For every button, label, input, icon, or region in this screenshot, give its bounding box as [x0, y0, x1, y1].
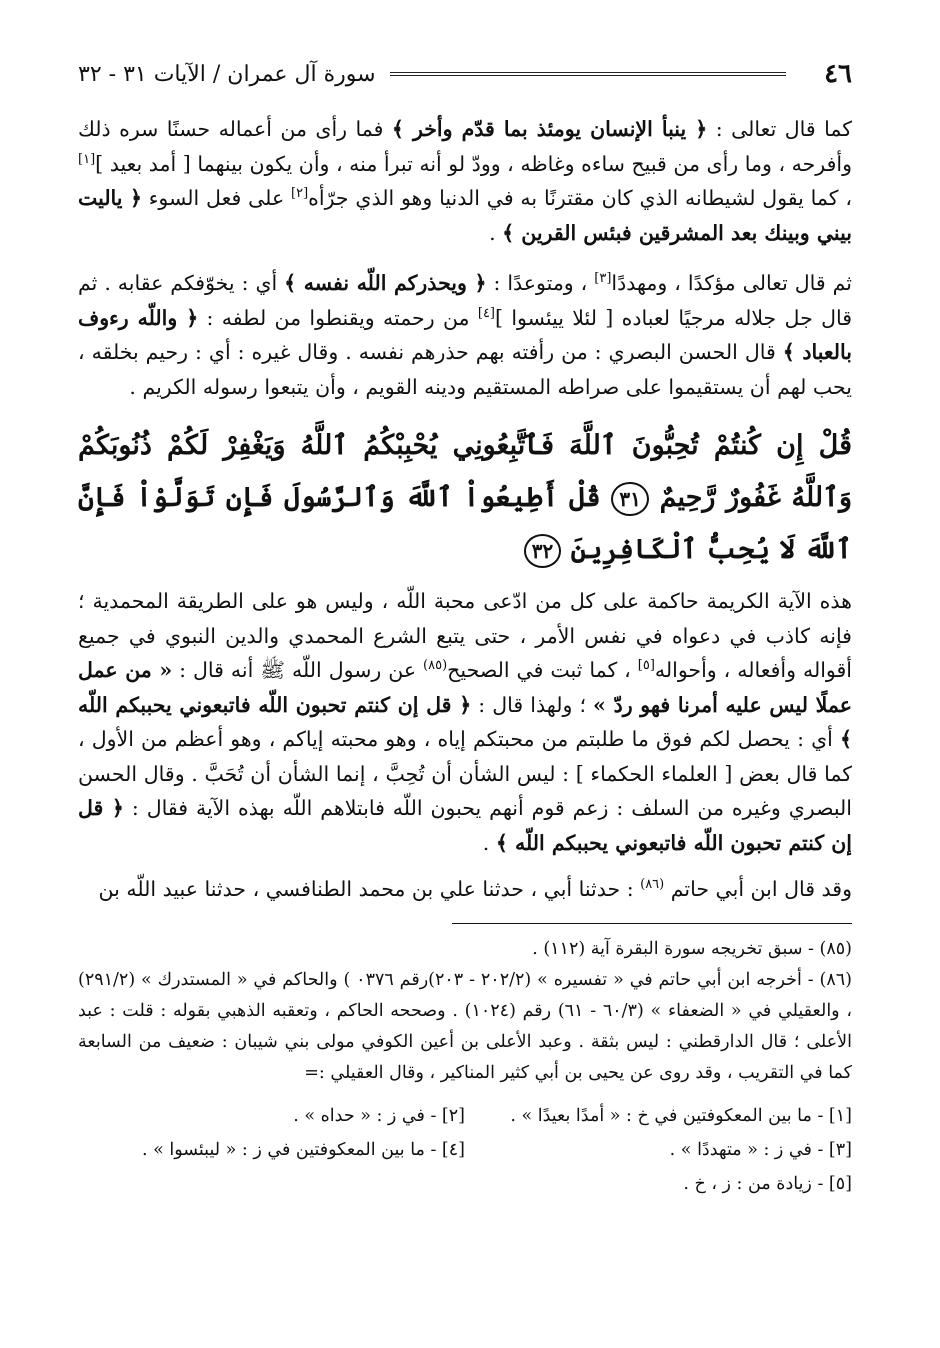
note-ref: [١] — [78, 151, 96, 167]
text: وقد قال ابن أبي حاتم — [664, 877, 852, 901]
quran-quote: ﴿ ينبأ الإنسان يومئذ بما قدّم وأخر ﴾ — [391, 117, 708, 141]
notes-row — [78, 1133, 852, 1167]
text: كما قال تعالى : — [707, 117, 852, 141]
text: فما رأى من أعماله حسنًا سره ذلك وأفرحه ، وما رأى من قبيح ساءه وغاظه ، وودّ لو أنه تبرأ منه ، وأن يكون بينهما [ أمد بعيد ] — [78, 117, 852, 176]
note-3: [٣] - في ز : « متهددًا » . — [669, 1139, 852, 1160]
quran-quote: ﴿ قل إن كنتم تحبون اللّه فاتبعوني يحببكم اللّه ﴾ — [78, 796, 852, 855]
note-1: [١] - ما بين المعكوفتين في خ : « أمدًا بعيدًا » . — [510, 1105, 852, 1126]
editor-notes — [78, 1099, 852, 1201]
text: على فعل السوء — [141, 186, 292, 210]
quran-quote: ﴿ واللّه رءوف بالعباد ﴾ — [78, 305, 852, 364]
paragraph-3 — [78, 584, 852, 860]
quran-quote: ﴿ ياليت بيني وبينك بعد المشرقين فبئس القرين ﴾ — [78, 186, 852, 245]
ayah-number-marker: ٣١ — [611, 482, 648, 516]
paragraph-2 — [78, 266, 852, 404]
footnote-ref: (٨٥) — [423, 658, 448, 674]
text: ثم قال تعالى مؤكدًا ، ومهددًا — [611, 271, 853, 295]
verse-31-text: قُلْ إِن كُنتُمْ تُحِبُّونَ ٱللَّهَ فَٱتَّبِعُونِي يُحْبِبْكُمُ ٱللَّهُ وَيَغْفِرْ لَكُمْ ذُنُوبَكُمْ وَٱللَّهُ غَفُورٌ رَّحِيمٌ — [78, 430, 853, 513]
text: أي : يخوّفكم عقابه . ثم قال جل جلاله مرجيًا لعباده [ لئلا ييئسوا ] — [78, 271, 853, 330]
text: ؛ ولهذا قال : — [471, 692, 594, 717]
footnote-ref: (٨٦) — [640, 877, 665, 893]
note-ref: [٤] — [477, 305, 495, 321]
note-ref: [٥] — [637, 658, 655, 674]
note-5: [٥] - زيادة من : ز ، خ . — [683, 1173, 852, 1194]
ayah-number-marker: ٣٢ — [524, 534, 561, 568]
note-2: [٢] - في ز : « حداه » . — [293, 1105, 465, 1126]
page-header — [78, 52, 852, 96]
notes-row — [78, 1099, 852, 1133]
note-ref: [٣] — [594, 271, 612, 287]
text: عن رسول اللّه ﷺ أنه قال : — [172, 658, 424, 682]
paragraph-4 — [78, 872, 852, 907]
text: قال الحسن البصري : من رأفته بهم حذرهم نفسه . وقال غيره : أي : رحيم بخلقه ، يحب لهم أن يستقيموا على صراطه المستقيم ودينه القويم ، وأن يتبعوا رسوله الكريم . — [78, 340, 852, 399]
notes-row — [78, 1167, 852, 1201]
text: ، ومتوعدًا : — [486, 271, 595, 295]
text: ، كما ثبت في الصحيح — [447, 658, 638, 682]
text: : حدثنا أبي ، حدثنا علي بن محمد الطنافسي ، حدثنا عبيد اللّه بن — [98, 877, 641, 901]
quran-quote: ﴿ ويحذركم اللّه نفسه ﴾ — [284, 271, 487, 295]
footnote-86: (٨٦) - أخرجه ابن أبي حاتم في « تفسيره » (٢٠٢/٢ - ٢٠٣)رقم ٠٣٧٦ ) والحاكم في « المستدرك » (٢٩١/٢) ، والعقيلي في « الضعفاء » (٦٠/٣ - ٦١) رقم (١٠٢٤) . وصححه الحاكم ، وتعقبه الذهبي بقوله : قلت : عبد الأعلى ؛ قال الدارقطني : ليس بثقة . وعبد الأعلى بن أعين الكوفي مولى بني شيبان : ضعيف من السابعة كما في التقريب ، وقد روى عن يحيى بن أبي كثير المناكير ، وقال العقيلي := — [78, 969, 853, 1083]
notes-empty — [78, 1167, 465, 1201]
text: من رحمته ويقنطوا من لطفه : — [198, 305, 478, 330]
quran-quote: ﴿ قل إن كنتم تحبون اللّه فاتبعوني يحببكم اللّه ﴾ — [78, 692, 852, 751]
text: ، كما يقول لشيطانه الذي كان مقترنًا به في الدنيا وهو الذي جرّأه — [308, 186, 852, 210]
text: . — [482, 830, 496, 855]
verse-32-text: قُلْ أَطِيعُواْ ٱللَّهَ وَٱلرَّسُولَ فَإِن تَوَلَّوْاْ فَإِنَّ ٱللَّهَ لَا يُحِبُّ ٱلْكَافِرِينَ — [78, 482, 852, 565]
note-ref: [٢] — [291, 186, 309, 202]
footnote-divider — [452, 923, 852, 924]
text: هذه الآية الكريمة حاكمة على كل من ادّعى محبة اللّه ، وليس هو على الطريقة المحمدية ؛ فإنه كاذب في دعواه في نفس الأمر ، حتى يتبع الشرع المحمدي والدين النبوي في جميع أقواله وأفعاله ، وأحواله — [78, 589, 852, 682]
text: . — [489, 220, 503, 245]
page-number: ٤٦ — [824, 59, 852, 89]
header-rule — [390, 72, 786, 76]
note-4: [٤] - ما بين المعكوفتين في ز : « ليبئسوا » . — [141, 1139, 465, 1160]
paragraph-1 — [78, 112, 852, 250]
surah-title: سورة آل عمران / الآيات ٣١ - ٣٢ — [78, 61, 376, 87]
quran-verse-block — [78, 420, 852, 576]
hadith-quote: « من عمل عملًا ليس عليه أمرنا فهو ردّ » — [78, 658, 852, 717]
text: أي : يحصل لكم فوق ما طلبتم من محبتكم إياه ، وهو محبته إياكم ، وهو أعظم من الأول ، كما قال بعض [ العلماء الحكماء ] : ليس الشأن أن تُحِبَّ ، إنما الشأن أن تُحَبَّ . وقال الحسن البصري وغيره من السلف : زعم قوم أنهم يحبون اللّه فابتلاهم اللّه بهذه الآية فقال : — [78, 727, 852, 820]
footnote-85: (٨٥) - سبق تخريجه سورة البقرة آية (١١٢) . — [532, 938, 852, 959]
